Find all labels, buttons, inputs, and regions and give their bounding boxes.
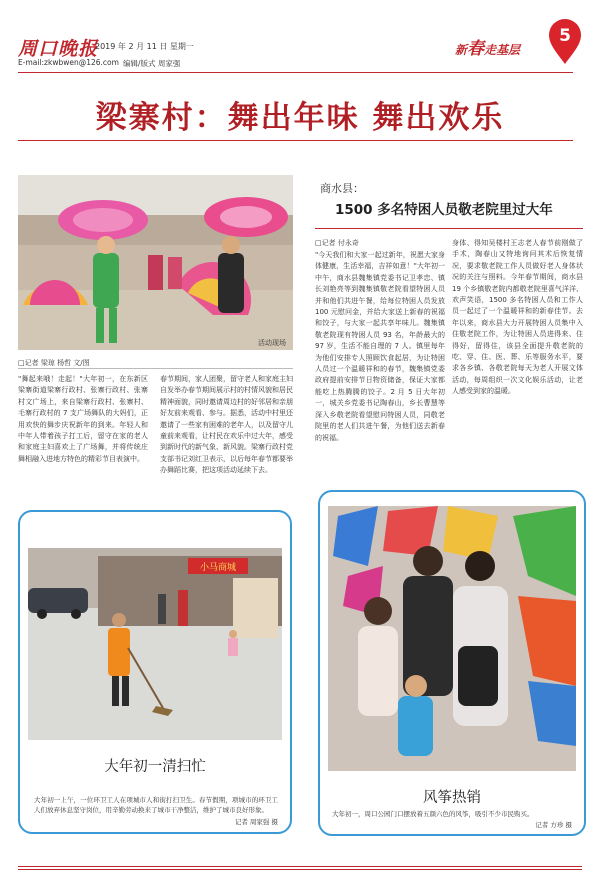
main-headline: 梁寨村：舞出年味 舞出欢乐	[95, 100, 505, 136]
kites-photo	[328, 506, 576, 771]
date-line: 2019 年 2 月 11 日 星期一	[95, 42, 194, 51]
brand-prefix: 新	[455, 43, 468, 57]
photo-caption: 活动现场	[258, 339, 286, 347]
side-headline-rule	[315, 228, 583, 229]
sweeping-caption: 大年初一上午，一位环卫工人在项城市人和街打扫卫生。春节假期，项城市的环卫工人们放弃休息坚守岗位，用辛勤劳动换来了城市干净整洁，维护了城市良好形象。	[34, 796, 278, 814]
side-story-kicker: 商水县：	[320, 182, 364, 195]
footer-rule-2	[18, 869, 582, 870]
side-story-headline: 1500 多名特困人员敬老院里过大年	[335, 202, 553, 218]
page-number: 5	[559, 26, 571, 46]
main-story-column-2: 春节期间，家人团聚，留守老人和家庭主妇自发举办春节期间展示村的村情风貌和居民精神面貌，同时邀请周边村的好邻居和亲朋好友前来观看、参与。据悉，活动中村里还邀请了一些家有困难的老年人，以及留守儿童前来观看，让村民在欢乐中过大年，感受到新时代的新气象、新风貌。梁寨行政村党支部书记刘红卫表示，以后每年春节都要举办舞蹈比赛，把这项活动延续下去。	[160, 375, 293, 475]
brand-rest: 走基层	[484, 43, 521, 57]
main-story-column-1: "舞起来哦！走起！"大年初一，在东新区梁寨街道梁寨行政村、张寨行政村、张寨村文广场上，来自梁寨行政村、张寨村、毛寨行政村的 7 支广场舞队的大妈们，正用欢快的舞步庆祝新年的到来。年轻人和中年人带着孩子打工后，留守在家的老人和家庭主妇喜欢上了广场舞，并将传统庄舞相融入进地方特色的精彩节目表演中。	[18, 375, 148, 463]
page-number-badge	[548, 18, 582, 64]
kites-photo-title: 风筝热销	[423, 790, 481, 806]
email-address: E-mail:zkwbwen@126.com	[18, 58, 119, 67]
kites-credit: 记者 方珍 摄	[535, 821, 572, 829]
headline-rule	[18, 140, 573, 141]
photo-frame-sweeping	[18, 510, 292, 834]
column-brand	[455, 34, 520, 59]
photo-frame-kites	[318, 490, 586, 836]
sweeping-photo-title: 大年初一清扫忙	[104, 759, 206, 775]
sweeping-photo	[28, 548, 282, 740]
header-rule	[18, 72, 573, 73]
side-story-byline: □记者 付永奇	[315, 239, 359, 247]
kites-caption: 大年初一，周口公园门口摆放着五颜六色的风筝，吸引不少市民购买。	[332, 810, 534, 818]
footer-rule	[18, 866, 582, 867]
newspaper-masthead: 周口晚报	[18, 38, 99, 60]
sweeping-credit: 记者 周家强 摄	[234, 818, 278, 826]
editor-credit: 编辑/版式 周家强	[123, 59, 181, 68]
shop-sign-text: 小马商城	[199, 563, 237, 573]
byline-rule	[18, 368, 293, 369]
brand-highlight: 春	[467, 39, 485, 59]
side-story-column-2: 身体、得知吴楼村王志老人春节前刚做了手术，陶春山又特地询问其术后恢复情况，要求敬老院工作人员做好老人身体状况的关注与照料。今年春节期间，商水县 19 个乡镇敬老院内都敬老院里喜气洋洋、欢声笑语，1500 多名特困人员和工作人员一起过了一个温暖祥和的新春佳节。去年以来，商水县大力开展特困人员集中入住敬老院工作，为让特困人员进得来、住得好，留得住，该县全面提升敬老院的吃、穿、住、医、葬、乐等服务水平，要求各乡镇、各敬老院每天为老人开展文体活动，每周组织一次文化娱乐活动，让老人感受到家的温暖。	[452, 239, 583, 396]
side-story-column-1: "今天我们和大家一起过新年，祝愿大家身体健康，生活幸福，吉祥如意！"大年初一中午，商水县魏集镇党委书记卫孝忠、镇长刘艳亮等到魏集镇敬老院看望特困人员并和他们共进午餐，给每位特困人员发放 100 元慰问金，并给大家送上新春的祝福和饺子，与大家一起共享年味儿。魏集镇敬老院现有特困人员 93 名，年龄最大的 97 岁，生活不能自理的 7 人。镇里每年为他们安排专人照顾饮食起居，为让特困人员过一个温暖祥和的春节，魏集镇党委政府提前安排节日物资储备，保证大家都能吃上热腾腾的饺子。2 月 5 日大年初一，城关乡党委书记陶春山，乡长曹慧等深入乡敬老院看望慰问特困人员，同敬老院里的老人们共进午餐，为他们送去新春的祝福。	[315, 251, 445, 442]
dance-photo	[18, 175, 293, 350]
main-story-byline: □记者 梁琼 杨哲 文/图	[18, 359, 90, 367]
